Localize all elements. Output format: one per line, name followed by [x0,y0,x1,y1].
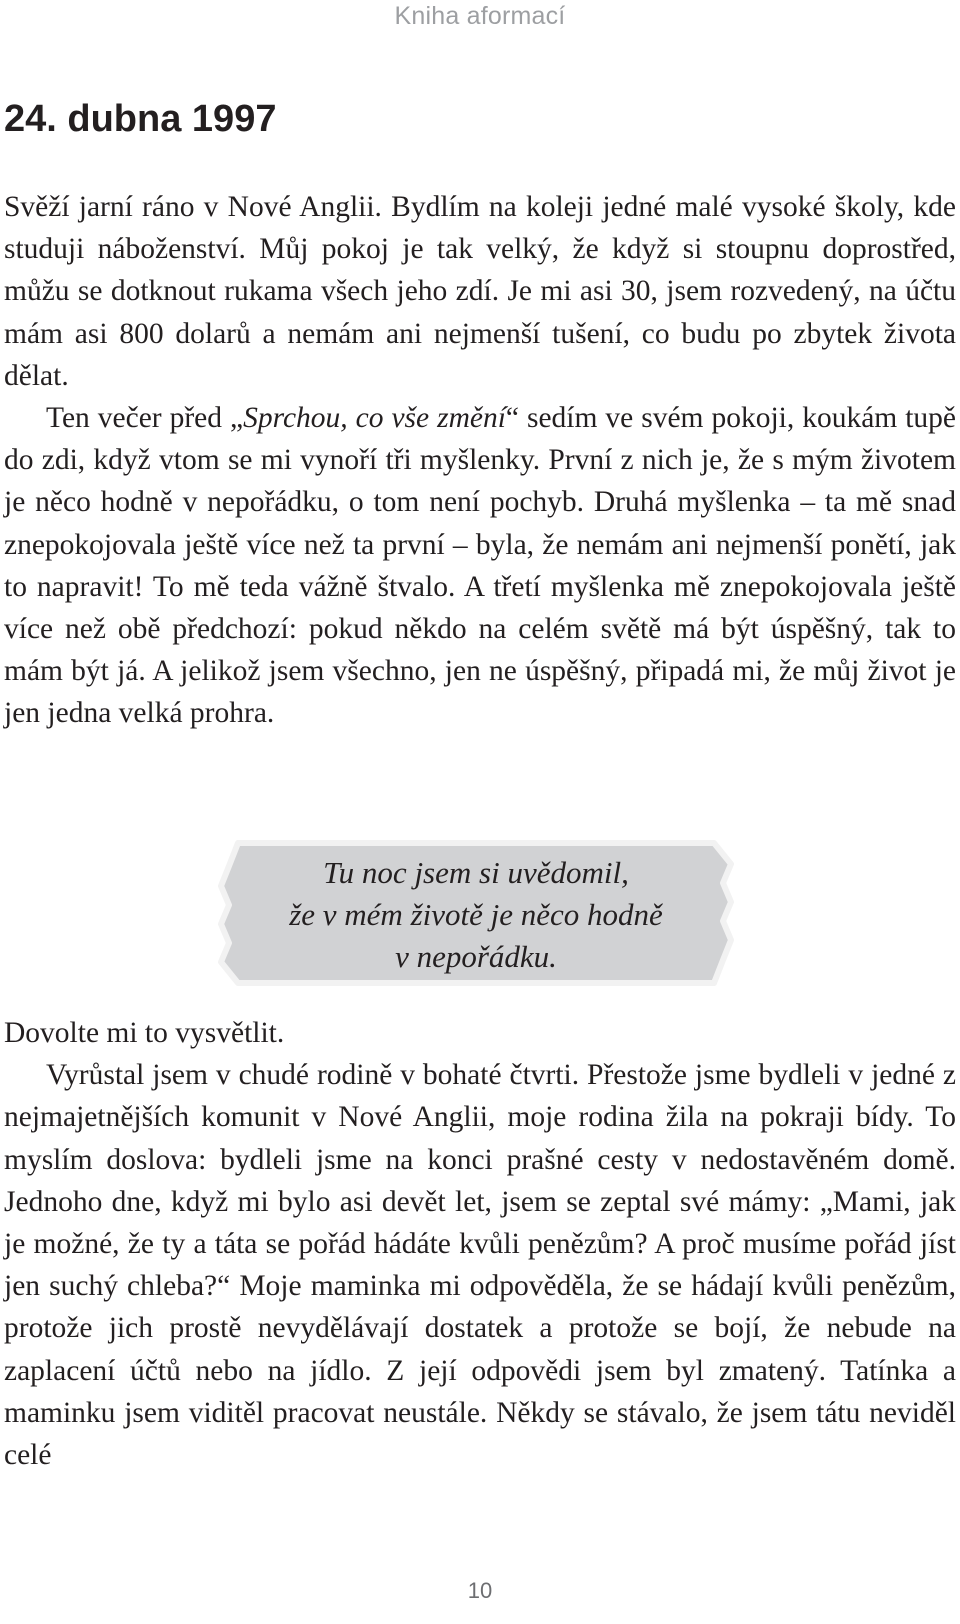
body-text-section-2 [4,1012,956,1476]
callout-line-2: že v mém životě je něco hodně [289,897,663,932]
page-number: 10 [467,1578,493,1603]
paragraph-three-thoughts [4,397,956,735]
paragraph-continuation: “ sedím ve svém pokoji, koukám tupě do zdi, když vtom se mi vynoří tři myšlenky. První z nich je, že s mým životem je něco hodně v nepořádku, o tom není pochyb. Druhá myšlenka – ta mě snad znepokojovala ještě více než ta první – byla, že nemám ani nejmenší ponětí, jak to napravit! To mě teda vážně štvalo. A třetí myšlenka mě znepokojovala ještě více než obě předchozí: pokud někdo na celém světě má být úspěšný, tak to mám být já. A jelikož jsem všechno, jen ne úspěšný, připadá mi, že můj život je jen jedna velká prohra. [4,402,956,730]
body-text-section-1 [4,186,956,735]
callout-line-3: v nepořádku. [395,939,557,974]
callout-line-1: Tu noc jsem si uvědomil, [323,855,629,890]
callout-text [216,852,736,978]
date-heading: 24. dubna 1997 [4,98,277,140]
quote-open-text: Ten večer před „ [46,402,244,435]
paragraph-morning: Svěží jarní ráno v Nové Anglii. Bydlím na koleji jedné malé vysoké školy, kde studuji náboženství. Můj pokoj je tak velký, že když si stoupnu doprostřed, můžu se dotknout rukama všech jeho zdí. Je mi asi 30, jsem rozvedený, na účtu mám asi 800 dolarů a nemám ani nejmenší tušení, co budu po zbytek života dělat. [4,191,956,392]
book-title-emphasis: Sprchou, co vše změní [243,402,506,435]
pull-quote-callout [216,838,736,988]
paragraph-childhood: Vyrůstal jsem v chudé rodině v bohaté čtvrti. Přestože jsme bydleli v jedné z nejmajetnějších komunit v Nové Anglii, moje rodina žila na pokraji bídy. To myslím doslova: bydleli jsme na konci prašné cesty v nedostavěném domě. Jednoho dne, když mi bylo asi devět let, jsem se zeptal své mámy: „Mami, jak je možné, že ty a táta se pořád hádáte kvůli penězům? A proč musíme pořád jíst jen suchý chleba?“ Moje maminka mi odpověděla, že se hádají kvůli penězům, protože jich prostě nevydělávají dostatek a protože se bojí, že nebude na zaplacení účtů nebo na jídlo. Z její odpovědi jsem byl zmatený. Tatínka a maminku jsem viditěl pracovat neustále. Někdy se stávalo, že jsem tátu neviděl celé [4,1059,956,1472]
running-header: Kniha aformací [394,2,566,30]
paragraph-explain: Dovolte mi to vysvětlit. [4,1017,285,1049]
